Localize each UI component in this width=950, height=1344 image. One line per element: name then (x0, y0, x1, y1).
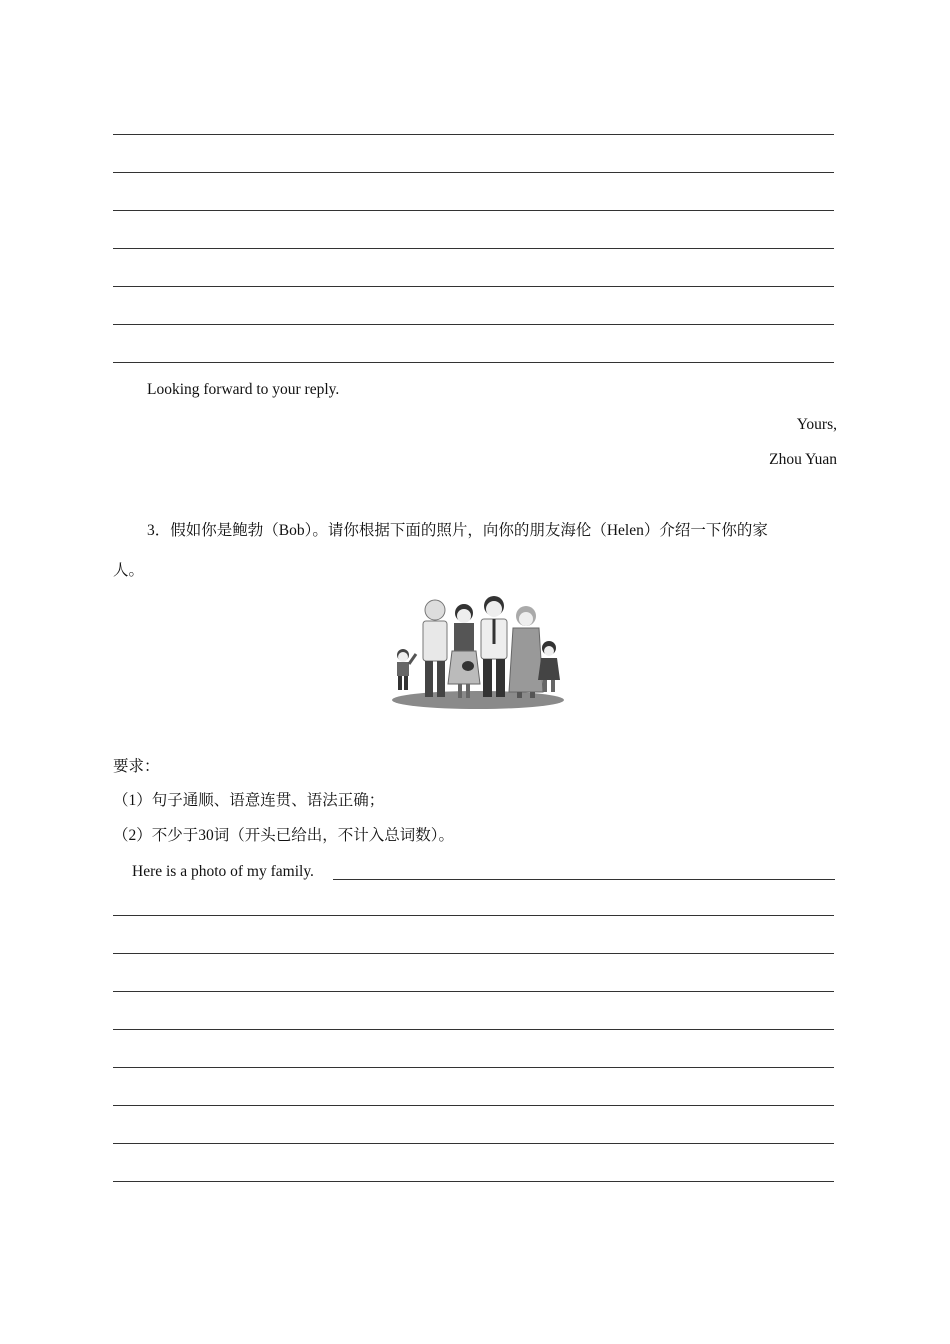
writing-line[interactable] (333, 879, 835, 880)
requirement-item: （1）句子通顺、语意连贯、语法正确； (113, 792, 385, 809)
writing-line[interactable] (113, 362, 834, 363)
writing-line[interactable] (113, 1181, 834, 1182)
opening-sentence: Here is a photo of my family. (132, 863, 314, 880)
question-3-prompt-line1: 3．假如你是鲍勃（Bob）。请你根据下面的照片，向你的朋友海伦（Helen）介绍一下你的家 (147, 522, 768, 539)
father-figure (481, 596, 507, 697)
mother-figure (448, 604, 480, 698)
writing-line[interactable] (113, 1029, 834, 1030)
letter-signature: Zhou Yuan (769, 451, 837, 468)
writing-line[interactable] (113, 324, 834, 325)
writing-line[interactable] (113, 134, 834, 135)
writing-line[interactable] (113, 1143, 834, 1144)
grandfather-figure (423, 600, 447, 697)
requirement-item: （2）不少于30词（开头已给出，不计入总词数）。 (113, 827, 455, 844)
writing-line[interactable] (113, 286, 834, 287)
writing-line[interactable] (113, 1105, 834, 1106)
writing-line[interactable] (113, 915, 834, 916)
letter-signoff: Yours, (796, 416, 837, 433)
writing-line[interactable] (113, 953, 834, 954)
writing-line[interactable] (113, 210, 834, 211)
letter-closing-line: Looking forward to your reply. (147, 381, 340, 398)
family-photo-illustration (386, 592, 566, 712)
grandmother-figure (509, 606, 543, 698)
question-3-prompt-line2: 人。 (113, 562, 145, 579)
writing-line[interactable] (113, 172, 834, 173)
writing-line[interactable] (113, 991, 834, 992)
writing-line[interactable] (113, 1067, 834, 1068)
boy-figure (397, 649, 416, 690)
requirements-heading: 要求： (113, 758, 160, 775)
writing-line[interactable] (113, 248, 834, 249)
